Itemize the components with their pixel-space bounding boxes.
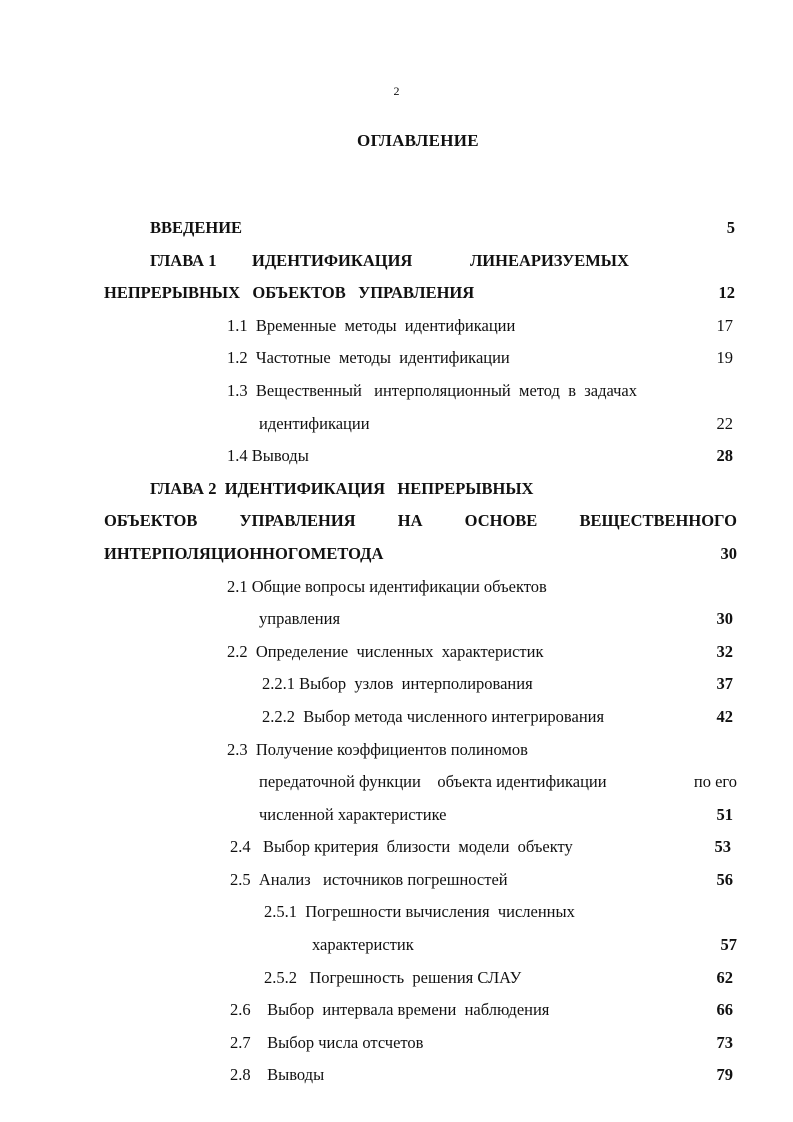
toc-entry-chapter-1-line-2[interactable]	[0, 277, 793, 310]
toc-entry-page: 5	[726, 218, 735, 237]
toc-entry-1-2[interactable]	[0, 342, 793, 375]
chapter-word: ОСНОВЕ	[464, 511, 538, 531]
toc-entry-text: 2.4 Выбор критерия близости модели объекту	[230, 837, 573, 857]
toc-entry-page: 53	[714, 837, 731, 857]
chapter-label: ГЛАВА 1	[150, 250, 217, 270]
toc-entry-2-3-line-3[interactable]	[0, 799, 793, 832]
toc-entry-text: 1.1 Временные методы идентификации	[227, 315, 516, 335]
toc-entry-page: 57	[720, 935, 737, 955]
toc-entry-2-2-1[interactable]	[0, 668, 793, 701]
toc-entry-text: идентификации	[259, 413, 370, 433]
toc-entry-page: 37	[716, 674, 733, 694]
chapter-word: ОБЪЕКТОВ	[104, 511, 198, 531]
toc-entry-text: численной характеристике	[259, 804, 447, 824]
toc-entry-2-7[interactable]	[0, 1027, 793, 1060]
toc-entry-1-3-line-2[interactable]	[0, 408, 793, 441]
toc-entry-page: 32	[716, 641, 733, 661]
toc-entry-text: 2.2.1 Выбор узлов интерполирования	[262, 674, 533, 694]
toc-entry-text: управления	[259, 609, 341, 629]
toc-entry-text: передаточной функции объекта идентификации	[259, 772, 607, 792]
toc-entry-text: 2.6 Выбор интервала времени наблюдения	[230, 1000, 550, 1020]
toc-entry-1-3-line-1[interactable]	[0, 375, 793, 408]
toc-entry-2-6[interactable]	[0, 994, 793, 1027]
toc-entry-text: 2.7 Выбор числа отсчетов	[230, 1032, 424, 1052]
chapter-word: НА	[397, 511, 423, 531]
page-number: 2	[393, 84, 400, 98]
toc-entry-text: 2.8 Выводы	[230, 1065, 325, 1085]
toc-entry-2-5-1-line-1[interactable]	[0, 896, 793, 929]
toc-entry-page: 28	[716, 446, 733, 466]
toc-entry-text: 2.5 Анализ источников погрешностей	[230, 869, 508, 889]
toc-entry-2-1-line-1[interactable]	[0, 571, 793, 604]
toc-entry-text: ГЛАВА 2 ИДЕНТИФИКАЦИЯ НЕПРЕРЫВНЫХ	[150, 478, 534, 498]
chapter-word: ЛИНЕАРИЗУЕМЫХ	[470, 250, 629, 270]
toc-entry-text: ВВЕДЕНИЕ	[150, 218, 243, 237]
toc-entry-1-1[interactable]	[0, 310, 793, 343]
toc-entry-text: 2.2 Определение численных характеристик	[227, 641, 544, 661]
toc-entry-2-2[interactable]	[0, 636, 793, 669]
toc-entry-2-3-line-2[interactable]	[0, 766, 793, 799]
table-of-contents	[0, 212, 793, 1092]
toc-entry-text: 2.1 Общие вопросы идентификации объектов	[227, 576, 547, 596]
toc-entry-2-2-2[interactable]	[0, 701, 793, 734]
toc-entry-text-end: по его	[693, 772, 737, 792]
toc-entry-page: 42	[716, 706, 733, 726]
toc-entry-2-1-line-2[interactable]	[0, 603, 793, 636]
toc-entry-chapter-2-line-1[interactable]	[0, 473, 793, 506]
toc-entry-chapter-2-line-2[interactable]	[0, 505, 793, 538]
toc-entry-page: 30	[720, 543, 737, 563]
toc-entry-page: 12	[718, 283, 735, 303]
chapter-word: ИДЕНТИФИКАЦИЯ	[252, 250, 413, 270]
page-title: ОГЛАВЛЕНИЕ	[357, 131, 479, 150]
toc-entry-page: 66	[716, 1000, 733, 1020]
toc-entry-page: 73	[716, 1032, 733, 1052]
toc-entry-chapter-2-line-3[interactable]	[0, 538, 793, 571]
toc-entry-page: 22	[716, 413, 733, 433]
toc-entry-2-5-2[interactable]	[0, 962, 793, 995]
toc-entry-2-8[interactable]	[0, 1059, 793, 1092]
toc-entry-page: 56	[716, 869, 733, 889]
toc-entry-page: 19	[716, 348, 733, 368]
toc-entry-text: 1.3 Вещественный интерполяционный метод в задачах	[227, 380, 638, 400]
toc-entry-2-5-1-line-2[interactable]	[0, 929, 793, 962]
toc-entry-text: 2.2.2 Выбор метода численного интегрирования	[262, 706, 605, 726]
toc-entry-text: 1.2 Частотные методы идентификации	[227, 348, 510, 368]
chapter-word: ВЕЩЕСТВЕННОГО	[579, 511, 737, 531]
toc-entry-text: 1.4 Выводы	[227, 446, 309, 466]
toc-entry-page: 17	[716, 315, 733, 335]
toc-entry-text: характеристик	[312, 935, 414, 955]
toc-entry-page: 79	[716, 1065, 733, 1085]
toc-entry-text: 2.5.2 Погрешность решения СЛАУ	[264, 967, 522, 987]
toc-entry-text: 2.5.1 Погрешности вычисления численных	[264, 902, 575, 922]
toc-entry-1-4[interactable]	[0, 440, 793, 473]
toc-entry-2-4[interactable]	[0, 831, 793, 864]
toc-entry-page: 30	[716, 609, 733, 629]
toc-entry-2-5[interactable]	[0, 864, 793, 897]
toc-entry-page: 62	[716, 967, 733, 987]
toc-entry-text: ИНТЕРПОЛЯЦИОННОГОМЕТОДА	[104, 543, 384, 563]
toc-entry-intro[interactable]	[0, 212, 793, 245]
toc-entry-2-3-line-1[interactable]	[0, 734, 793, 767]
toc-entry-chapter-1-line-1[interactable]	[0, 245, 793, 278]
toc-entry-text: НЕПРЕРЫВНЫХ ОБЪЕКТОВ УПРАВЛЕНИЯ	[104, 283, 475, 303]
toc-entry-page: 51	[716, 804, 733, 824]
toc-entry-text: 2.3 Получение коэффициентов полиномов	[227, 739, 528, 759]
chapter-word: УПРАВЛЕНИЯ	[239, 511, 356, 531]
